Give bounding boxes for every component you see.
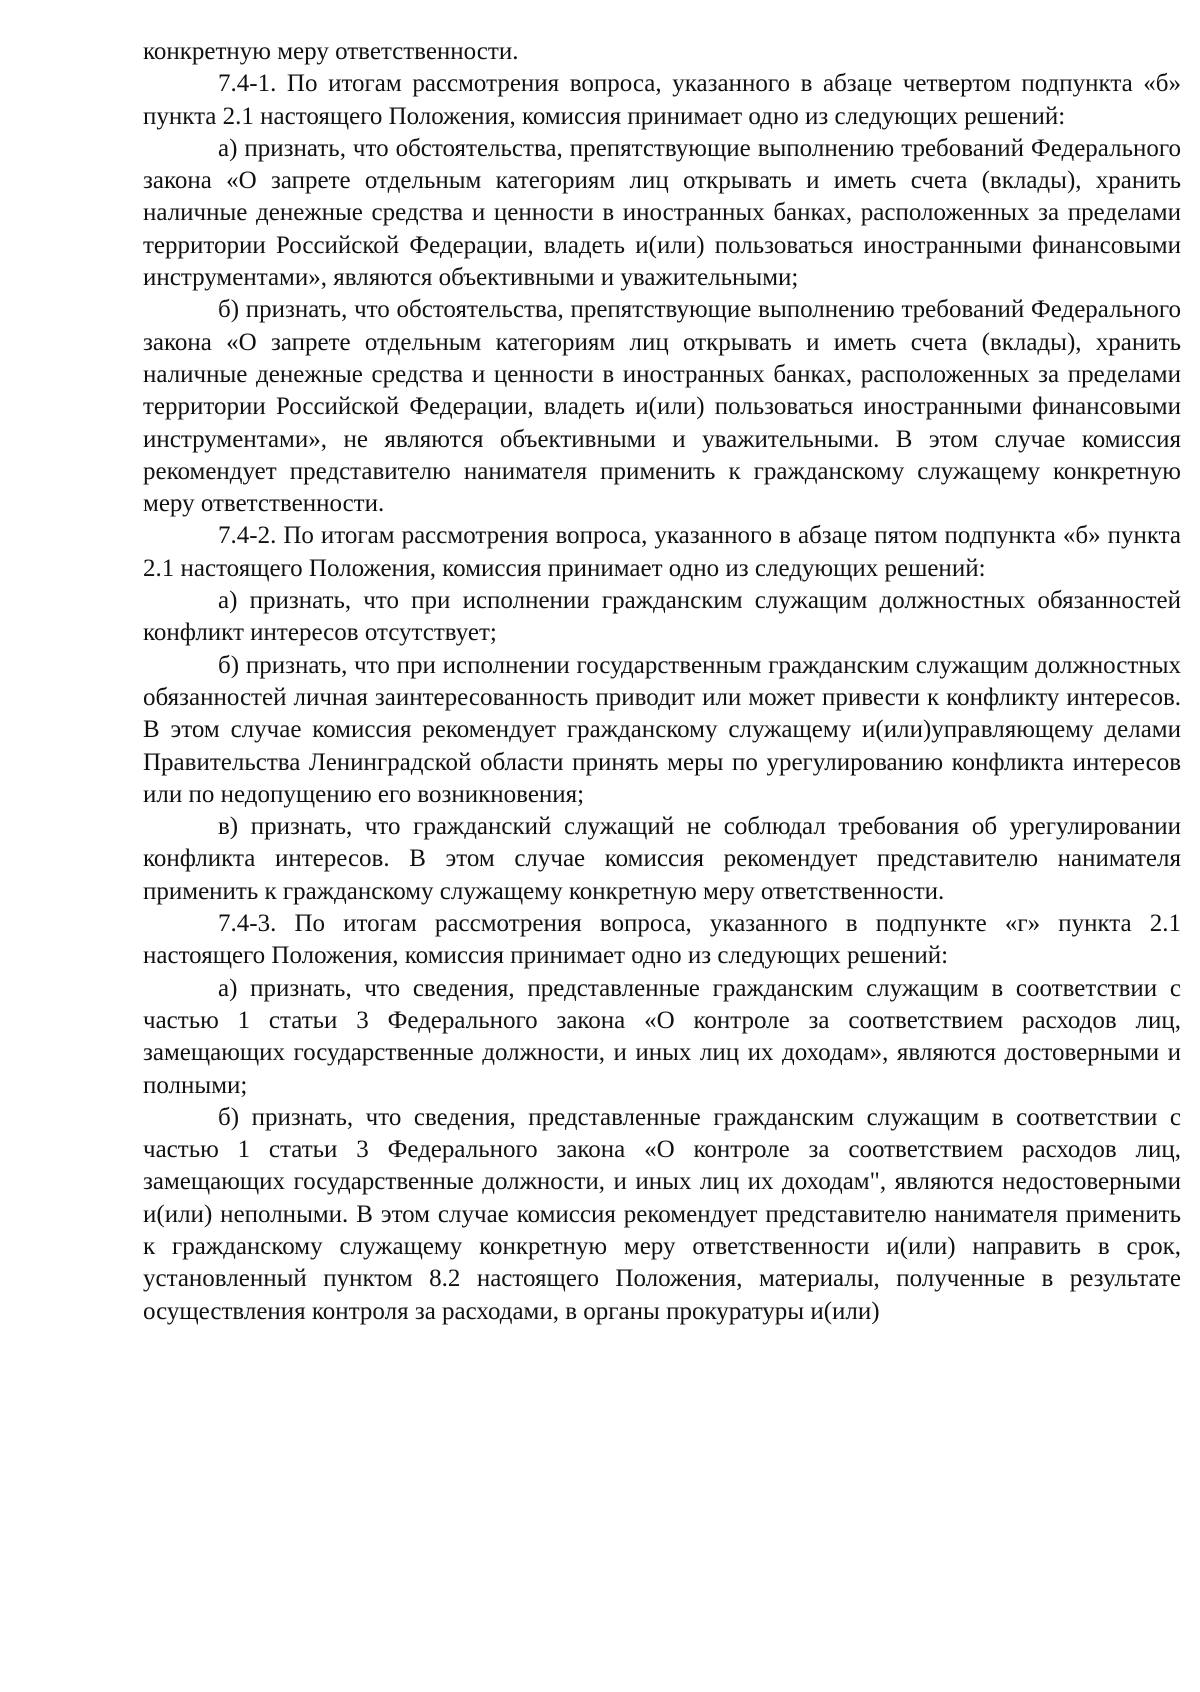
- paragraph-7-4-2: 7.4-2. По итогам рассмотрения вопроса, указанного в абзаце пятом подпункта «б» пункта 2.1 настоящего Положения, комиссия принимает одно из следующих решений:: [143, 522, 1181, 582]
- document-page: [143, 36, 1181, 1328]
- paragraph-7-4-3-b: б) признать, что сведения, представленные гражданским служащим в соответствии с частью 1 статьи 3 Федерального закона «О контроле за соответствием расходов лиц, замещающих государственные должности, и иных лиц их доходам", являются недостоверными и(или) неполными. В этом случае комиссия рекомендует представителю нанимателя применить к гражданскому служащему конкретную меру ответственности и(или) направить в срок, установленный пунктом 8.2 настоящего Положения, материалы, полученные в результате осуществления контроля за расходами, в органы прокуратуры и(или): [143, 1103, 1181, 1325]
- paragraph-7-4-2-b: б) признать, что при исполнении государственным гражданским служащим должностных обязанностей личная заинтересованность приводит или может привести к конфликту интересов. В этом случае комиссия рекомендует гражданскому служащему и(или)управляющему делами Правительства Ленинградской области принять меры по урегулированию конфликта интересов или по недопущению его возникновения;: [143, 651, 1181, 808]
- paragraph-7-4-1-a: а) признать, что обстоятельства, препятствующие выполнению требований Федерального закона «О запрете отдельным категориям лиц открывать и иметь счета (вклады), хранить наличные денежные средства и ценности в иностранных банках, расположенных за пределами территории Российской Федерации, владеть и(или) пользоваться иностранными финансовыми инструментами», являются объективными и уважительными;: [143, 134, 1181, 292]
- paragraph-7-4-1: 7.4-1. По итогам рассмотрения вопроса, указанного в абзаце четвертом подпункта «б» пункта 2.1 настоящего Положения, комиссия принимает одно из следующих решений:: [143, 70, 1181, 130]
- paragraph-7-4-1-b: б) признать, что обстоятельства, препятствующие выполнению требований Федерального закона «О запрете отдельным категориям лиц открывать и иметь счета (вклады), хранить наличные денежные средства и ценности в иностранных банках, расположенных за пределами территории Российской Федерации, владеть и(или) пользоваться иностранными финансовыми инструментами», не являются объективными и уважительными. В этом случае комиссия рекомендует представителю нанимателя применить к гражданскому служащему конкретную меру ответственности.: [143, 296, 1181, 518]
- paragraph-7-4-3-a: а) признать, что сведения, представленные гражданским служащим в соответствии с частью 1 статьи 3 Федерального закона «О контроле за соответствием расходов лиц, замещающих государственные должности, и иных лиц их доходам», являются достоверными и полными;: [143, 974, 1181, 1099]
- paragraph-continuation: конкретную меру ответственности.: [143, 38, 519, 65]
- paragraph-7-4-2-a: а) признать, что при исполнении гражданским служащим должностных обязанностей конфликт интересов отсутствует;: [143, 587, 1181, 647]
- paragraph-7-4-3: 7.4-3. По итогам рассмотрения вопроса, указанного в подпункте «г» пункта 2.1 настоящего Положения, комиссия принимает одно из следующих решений:: [143, 910, 1181, 970]
- paragraph-7-4-2-v: в) признать, что гражданский служащий не соблюдал требования об урегулировании конфликта интересов. В этом случае комиссия рекомендует представителю нанимателя применить к гражданскому служащему конкретную меру ответственности.: [143, 813, 1181, 905]
